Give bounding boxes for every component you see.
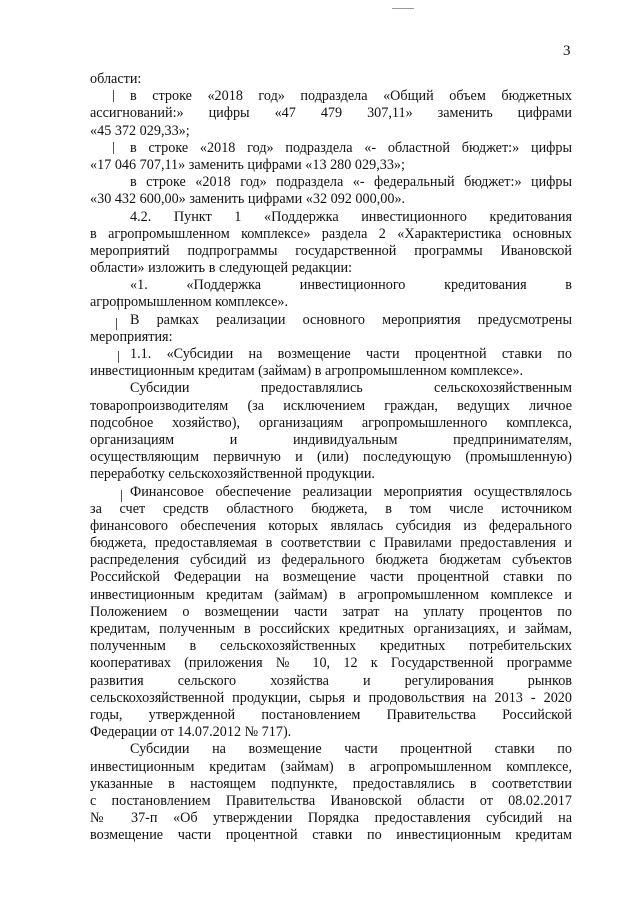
text-line: сельскохозяйственной продукции, сырья и продовольствия на 2013 - 2020: [90, 689, 572, 706]
text-line: кредитам, полученным в российских кредитных организациях, и займам,: [90, 621, 572, 637]
text-line: в агропромышленном комплексе» раздела 2 «Характеристика основных: [90, 225, 572, 242]
text-line: полученным в сельскохозяйственных кредитных потребительских: [90, 638, 572, 655]
text-line: Положением о возмещении части затрат на уплату процентов по: [90, 603, 572, 620]
text-line: инвестиционным кредитам (займам) в агропромышленном комплексе и: [90, 586, 572, 603]
text-line: распределения субсидий из федерального бюджета бюджетам субъектов: [90, 552, 572, 569]
text-line: за счет средств областного бюджета, в том числе источником: [90, 500, 572, 517]
text-line: организациям и индивидуальным предпринимателям,: [90, 431, 572, 448]
text-line: развития сельского хозяйства и регулирования рынков: [90, 672, 572, 689]
text-line: ассигнований:» цифры «47 479 307,11» заменить цифрами: [90, 105, 572, 122]
text-line: кооперативах (приложения № 10, 12 к Государственной программе: [90, 655, 572, 672]
text-line: осуществляющим первичную и (или) последующую (промышленную): [90, 449, 572, 466]
body-text: [90, 71, 572, 844]
text-line: области:: [90, 71, 142, 87]
text-line: 1.1. «Субсидии на возмещение части процентной ставки по: [130, 346, 572, 362]
text-line: 4.2. Пункт 1 «Поддержка инвестиционного кредитования: [130, 208, 572, 225]
text-line: в строке «2018 год» подраздела «- областной бюджет:» цифры: [130, 139, 572, 156]
text-line: агропромышленном комплексе».: [90, 294, 289, 311]
text-line: области» изложить в следующей редакции:: [90, 260, 353, 277]
text-line: товаропроизводителям (за исключением граждан, ведущих личное: [90, 397, 572, 414]
text-line: в строке «2018 год» подраздела «- федеральный бюджет:» цифры: [130, 174, 572, 191]
text-line: В рамках реализации основного мероприятия предусмотрены: [130, 311, 572, 328]
text-line: «1. «Поддержка инвестиционного кредитования в: [130, 277, 572, 294]
text-line: Российской Федерации на возмещение части процентной ставки по: [90, 569, 572, 586]
text-line: мероприятия:: [90, 328, 173, 345]
text-line: Субсидии предоставлялись сельскохозяйственным: [130, 380, 572, 397]
text-line: № 37-п «Об утверждении Порядка предоставления субсидий на: [90, 810, 572, 827]
text-line: «17 046 707,11» заменить цифрами «13 280 029,33»;: [90, 156, 405, 173]
text-line: переработку сельскохозяйственной продукции.: [90, 466, 375, 483]
text-line: мероприятий подпрограммы государственной программы Ивановской: [90, 242, 572, 259]
text-line: финансового обеспечения которых являлась субсидия из федерального: [90, 517, 572, 534]
text-line: с постановлением Правительства Ивановской области от 08.02.2017: [90, 792, 572, 809]
text-line: в строке «2018 год» подраздела «Общий объем бюджетных: [130, 88, 572, 105]
text-line: указанные в настоящем подпункте, предоставлялись в соответствии: [90, 775, 572, 792]
text-line: возмещение части процентной ставки по инвестиционным кредитам: [90, 827, 572, 844]
text-line: Субсидии на возмещение части процентной ставки по: [130, 741, 572, 758]
text-line: Финансовое обеспечение реализации мероприятия осуществлялось: [130, 483, 572, 500]
text-line: «45 372 029,33»;: [90, 122, 190, 139]
text-line: Федерации от 14.07.2012 № 717).: [90, 724, 292, 741]
text-line: инвестиционным кредитам (займам) в агропромышленном комплексе».: [90, 363, 524, 380]
text-line: подсобное хозяйство), организациям агропромышленного комплекса,: [90, 414, 572, 431]
text-line: бюджета, предоставляемая в соответствии с Правилами предоставления и: [90, 535, 572, 552]
page-number: 3: [563, 43, 571, 59]
text-line: инвестиционным кредитам (займам) в агропромышленном комплексе,: [90, 758, 572, 775]
scan-artifact-mark: [392, 8, 414, 9]
text-line: «30 432 600,00» заменить цифрами «32 092 000,00».: [90, 191, 406, 208]
text-line: годы, утвержденной постановлением Правительства Российской: [90, 706, 572, 723]
